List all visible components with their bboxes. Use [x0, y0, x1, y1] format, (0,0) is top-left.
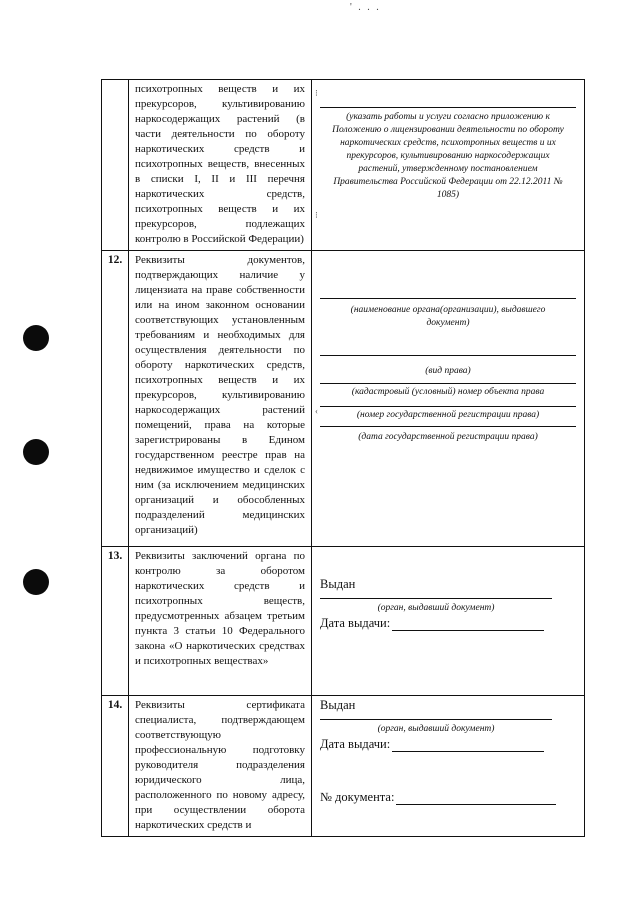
row-value: [312, 80, 585, 251]
fill-line[interactable]: [320, 107, 576, 108]
issue-date-field[interactable]: [320, 737, 544, 752]
issue-date-line[interactable]: [392, 618, 544, 631]
right-type-line[interactable]: [320, 355, 576, 356]
row-description: Реквизиты заключений органа по контролю за оборотом наркотических средств и психотропных веществ, предусмотренных абзацем третьим пункта 3 статьи 10 Федерального закона «О наркотических средствах и психотропных веществах»: [129, 547, 312, 696]
issued-label: Выдан: [320, 698, 356, 712]
row-value: [312, 696, 585, 837]
row-number: 14.: [102, 696, 129, 837]
issue-date-label: Дата выдачи:: [320, 616, 391, 630]
field-caption: (орган, выдавший документ): [377, 603, 495, 613]
scan-mark: ⁝: [315, 88, 318, 98]
document-number-field[interactable]: [320, 790, 556, 805]
document-number-label: № документа:: [320, 790, 395, 804]
issuer-line[interactable]: [320, 719, 552, 720]
punch-hole-bottom: [23, 569, 49, 595]
document-number-line[interactable]: [396, 792, 556, 805]
row-description: психотропных веществ и их прекурсоров, культивированию наркосодержащих растений (в части деятельности по обороту наркотических средств и психотропных веществ, внесенных в списки I, II и III перечня наркотических средств, психотропных веществ и их прекурсоров, подлежащих контролю в Российской Федерации): [129, 80, 312, 251]
issue-date-line[interactable]: [392, 739, 544, 752]
issuer-line[interactable]: [320, 598, 552, 599]
row-number: 12.: [102, 251, 129, 547]
row-description: Реквизиты сертификата специалиста, подтверждающем соответствующую профессиональную подготовку руководителя подразделения юридического лица, расположенного по новому адресу, при осуществлении оборота наркотических средств и: [129, 696, 312, 837]
scan-mark: ⁝: [315, 210, 318, 220]
field-caption: (орган, выдавший документ): [377, 724, 495, 734]
license-application-table: [101, 79, 585, 837]
row-description: Реквизиты документов, подтверждающих наличие у лицензиата на праве собственности или на ином законном основании соответствующих установленным требованиям и необходимых для осуществления деятельности по обороту наркотических средств, психотропных веществ и их прекурсоров, культивированию наркосодержащих растений помещений, права на которые зарегистрированы в Едином государственном реестре прав на недвижимое имущество и сделок с ним (за исключением медицинских организаций и обособленных подразделений медицинских организаций): [129, 251, 312, 547]
registration-number-line[interactable]: [320, 406, 576, 407]
organ-name-line[interactable]: [320, 298, 576, 299]
scan-specks: ' . . .: [350, 2, 381, 13]
issue-date-field[interactable]: [320, 616, 544, 631]
field-caption: (кадастровый (условный) номер объекта права: [351, 387, 545, 397]
punch-hole-top: [23, 325, 49, 351]
field-caption: (наименование органа(организации), выдавшего документ): [350, 305, 546, 328]
table-row: [102, 696, 585, 837]
cadastre-number-line[interactable]: [320, 383, 576, 384]
registration-date-line[interactable]: [320, 426, 576, 427]
row-number: [102, 80, 129, 251]
field-caption: (вид права): [425, 366, 471, 376]
row-number: 13.: [102, 547, 129, 696]
issued-label: Выдан: [320, 577, 356, 591]
row-value: [312, 251, 585, 547]
field-caption: (дата государственной регистрации права): [358, 432, 538, 442]
table-row: [102, 547, 585, 696]
row-value: [312, 547, 585, 696]
field-caption: (указать работы и услуги согласно приложению к Положению о лицензировании деятельности по обороту наркотических средств, психотропных веществ и их прекурсоров, культивированию наркосодержащих растений, утвержденному постановлением Правительства Российской Федерации от 22.12.2011 № 1085): [332, 112, 564, 200]
scan-mark: ‹: [315, 406, 318, 416]
punch-hole-middle: [23, 439, 49, 465]
field-caption: (номер государственной регистрации права): [356, 410, 540, 420]
table-row: [102, 80, 585, 251]
issue-date-label: Дата выдачи:: [320, 737, 391, 751]
table-row: [102, 251, 585, 547]
